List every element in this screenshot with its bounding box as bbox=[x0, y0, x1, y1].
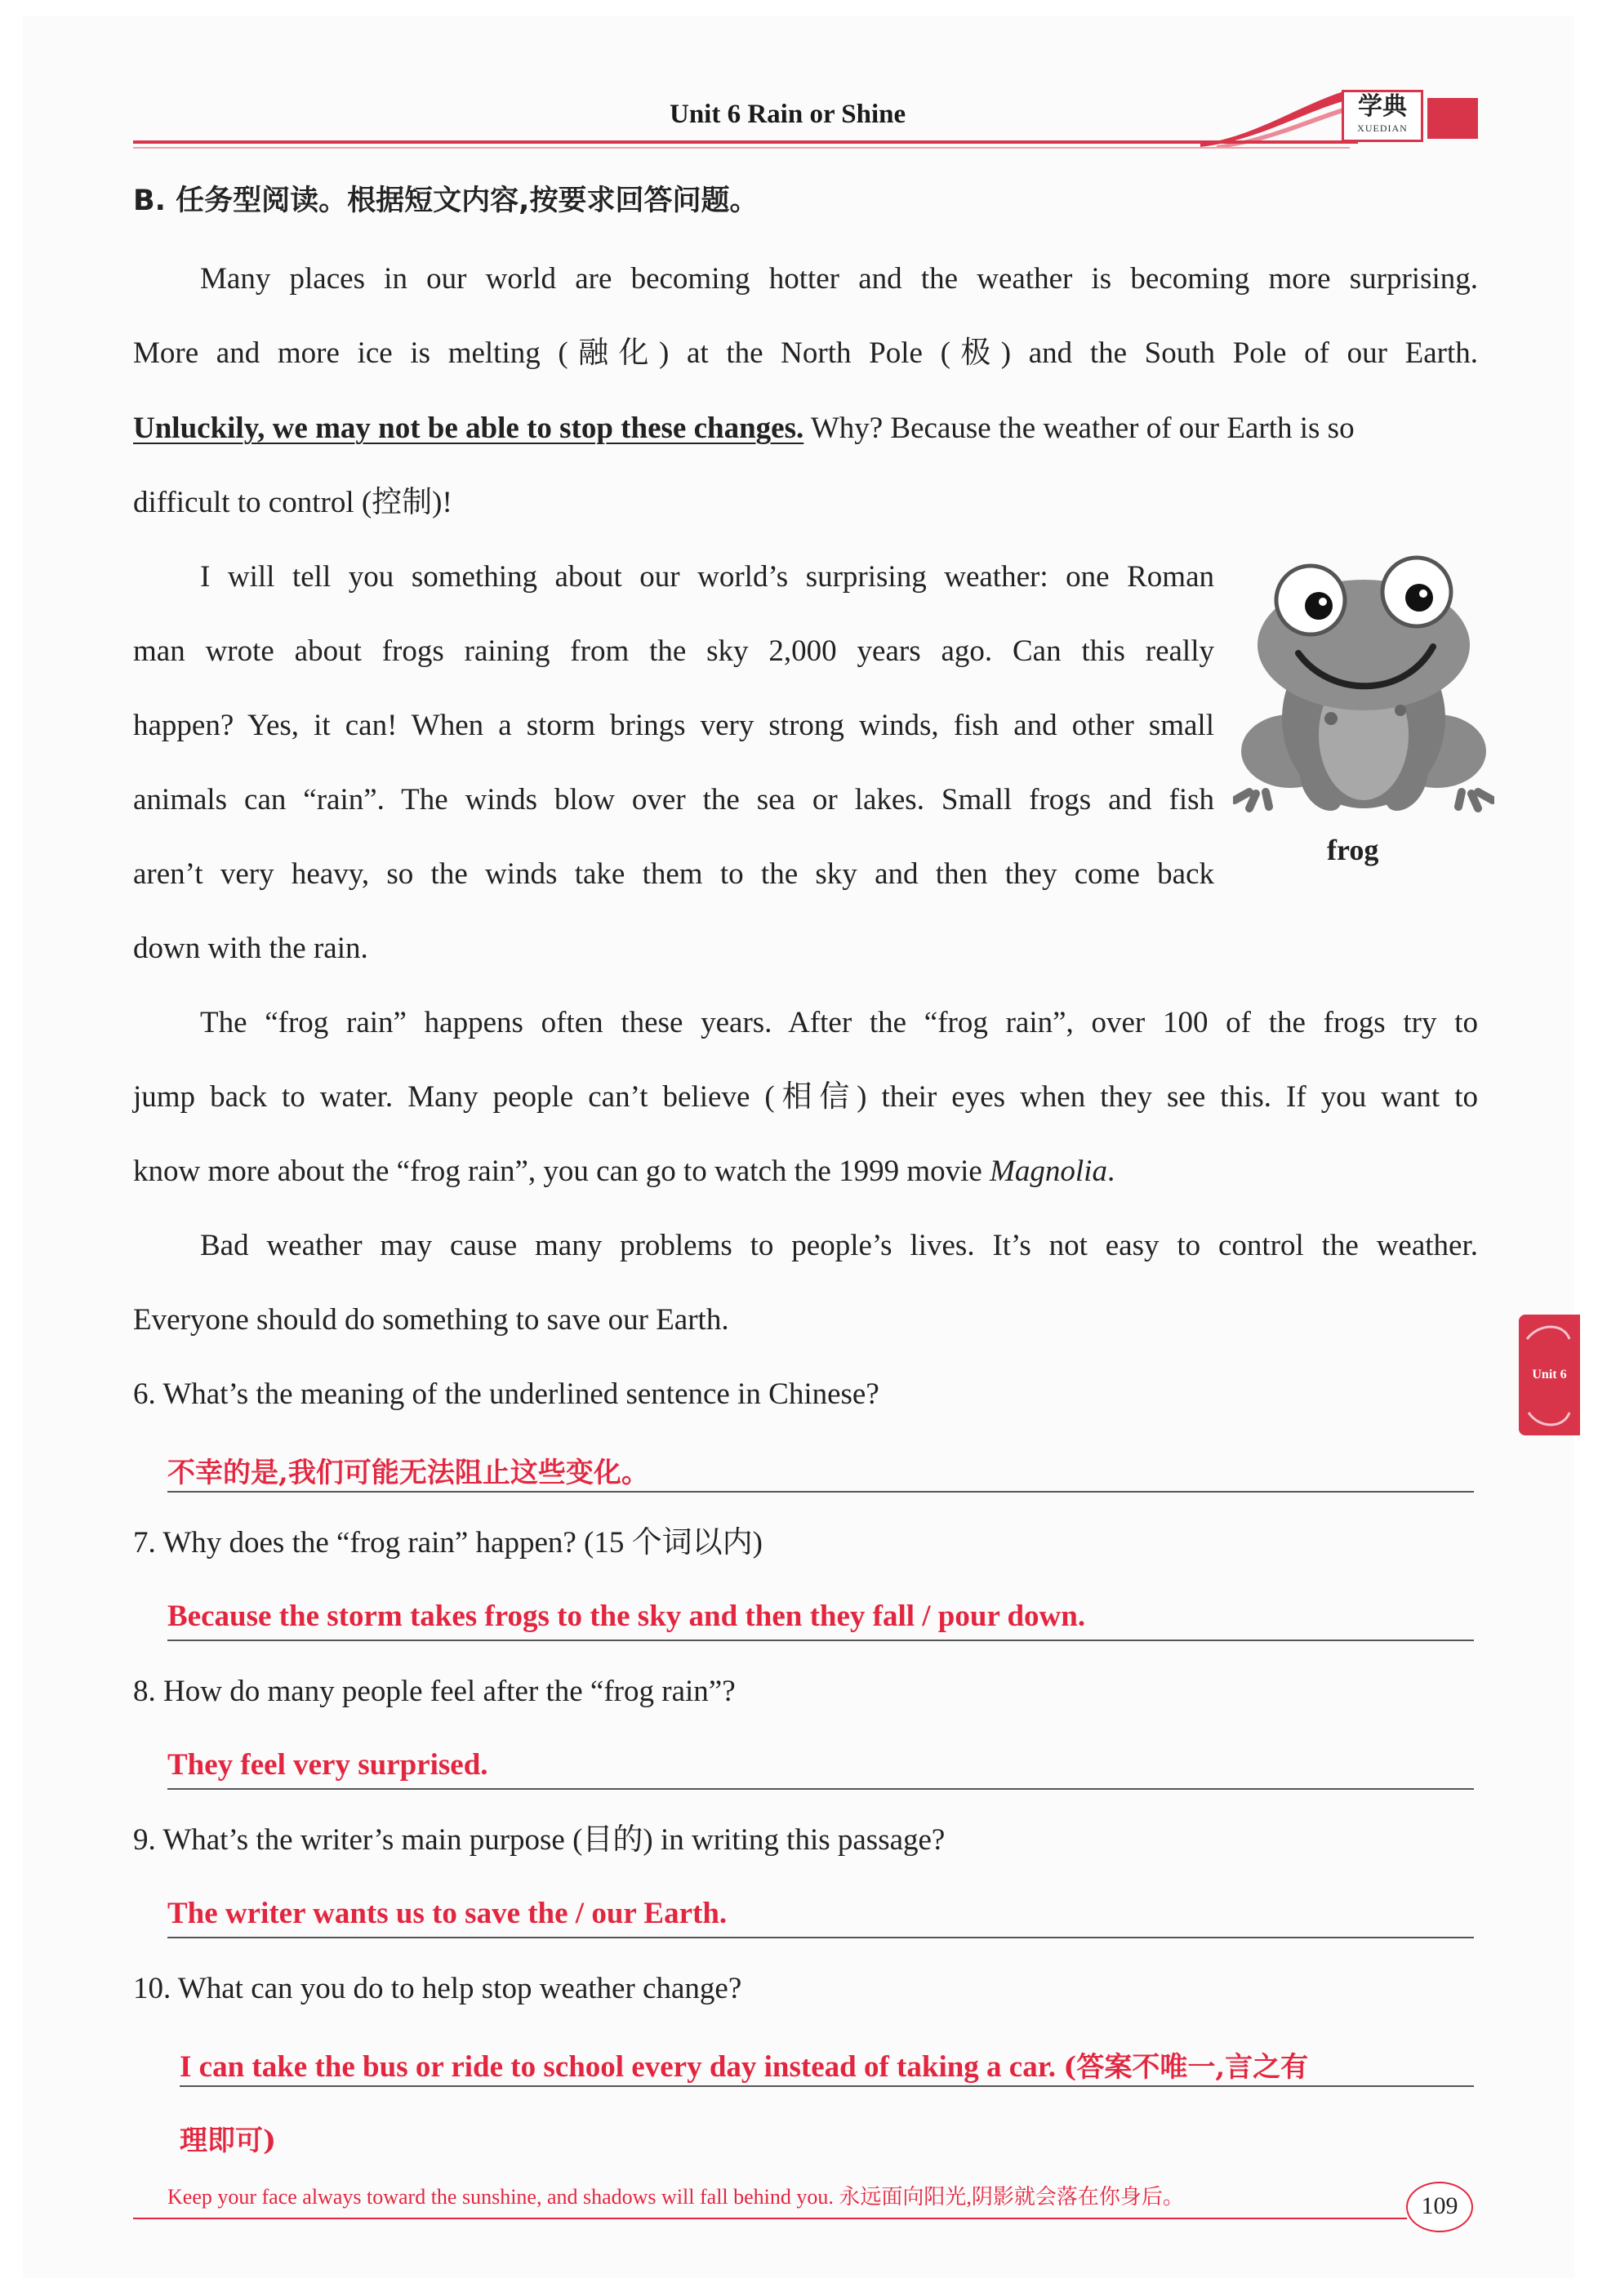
header-rule bbox=[133, 140, 1358, 144]
passage-line: Unluckily, we may not be able to stop these changes. Why? Because the weather of our Earth is so bbox=[133, 412, 1355, 445]
answer-7: Because the storm takes frogs to the sky and then they fall / pour down. bbox=[167, 1600, 1086, 1633]
passage-line: aren’t very heavy, so the winds take them to the sky and then they come back bbox=[133, 857, 1214, 891]
publisher-logo: 学典 XUEDIAN bbox=[1342, 90, 1423, 142]
answer-note-continued: 理即可) bbox=[180, 2125, 277, 2157]
footer-rule bbox=[133, 2218, 1407, 2219]
frog-caption: frog bbox=[1327, 834, 1379, 866]
header-swoosh-icon bbox=[1200, 90, 1347, 155]
passage-line: I will tell you something about our world’s surprising weather: one Roman bbox=[200, 560, 1214, 594]
question-10: 10. What can you do to help stop weather change? bbox=[133, 1972, 742, 2005]
passage-line: jump back to water. Many people can’t believe (相信) their eyes when they see this. If you want to bbox=[133, 1080, 1478, 1114]
answer-line bbox=[167, 1640, 1474, 1641]
footer-quote: Keep your face always toward the sunshine, and shadows will fall behind you. 永远面向阳光,阴影就会落在你身后。 bbox=[167, 2185, 1184, 2209]
answer-8: They feel very surprised. bbox=[167, 1748, 488, 1782]
header-rule-secondary bbox=[133, 147, 1350, 149]
passage-line: Everyone should do something to save our Earth. bbox=[133, 1303, 729, 1337]
frog-illustration bbox=[1233, 555, 1494, 833]
logo-accent bbox=[1427, 98, 1478, 139]
answer-line bbox=[167, 1788, 1474, 1790]
passage-line: The “frog rain” happens often these years. After the “frog rain”, over 100 of the frogs try to bbox=[200, 1006, 1478, 1039]
question-7: 7. Why does the “frog rain” happen? (15 个词以内) bbox=[133, 1526, 763, 1560]
answer-6: 不幸的是,我们可能无法阻止这些变化。 bbox=[167, 1457, 649, 1489]
answer-9: The writer wants us to save the / our Earth. bbox=[167, 1897, 728, 1930]
underlined-sentence: Unluckily, we may not be able to stop these changes. bbox=[133, 412, 804, 445]
answer-line bbox=[167, 1937, 1474, 1938]
passage-line: Bad weather may cause many problems to people’s lives. It’s not easy to control the weather. bbox=[200, 1229, 1478, 1262]
answer-line bbox=[167, 1491, 1474, 1493]
passage-line: difficult to control (控制)! bbox=[133, 486, 452, 519]
answer-10: I can take the bus or ride to school every day instead of taking a car. (答案不唯一,言之有 bbox=[180, 2050, 1309, 2084]
unit-side-tab: Unit 6 bbox=[1519, 1315, 1580, 1435]
answer-line bbox=[180, 2085, 1474, 2087]
passage-line: down with the rain. bbox=[133, 932, 368, 965]
passage-line: man wrote about frogs raining from the sky 2,000 years ago. Can this really bbox=[133, 634, 1214, 668]
movie-title: Magnolia bbox=[990, 1155, 1107, 1188]
page-number: 109 bbox=[1406, 2182, 1473, 2232]
answer-note: (答案不唯一,言之有 bbox=[1063, 2051, 1309, 2084]
passage-line: Many places in our world are becoming hotter and the weather is becoming more surprising. bbox=[200, 262, 1478, 296]
passage-line: animals can “rain”. The winds blow over the sea or lakes. Small frogs and fish bbox=[133, 783, 1214, 817]
section-title: B. 任务型阅读。根据短文内容,按要求回答问题。 bbox=[133, 185, 759, 217]
question-8: 8. How do many people feel after the “frog rain”? bbox=[133, 1675, 736, 1708]
question-9: 9. What’s the writer’s main purpose (目的) in writing this passage? bbox=[133, 1823, 946, 1857]
passage-line: know more about the “frog rain”, you can go to watch the 1999 movie Magnolia. bbox=[133, 1155, 1115, 1188]
passage-line: happen? Yes, it can! When a storm brings very strong winds, fish and other small bbox=[133, 709, 1214, 742]
question-6: 6. What’s the meaning of the underlined sentence in Chinese? bbox=[133, 1377, 879, 1411]
passage-line: More and more ice is melting (融化) at the North Pole (极) and the South Pole of our Earth. bbox=[133, 336, 1478, 370]
unit-title: Unit 6 Rain or Shine bbox=[670, 100, 906, 129]
